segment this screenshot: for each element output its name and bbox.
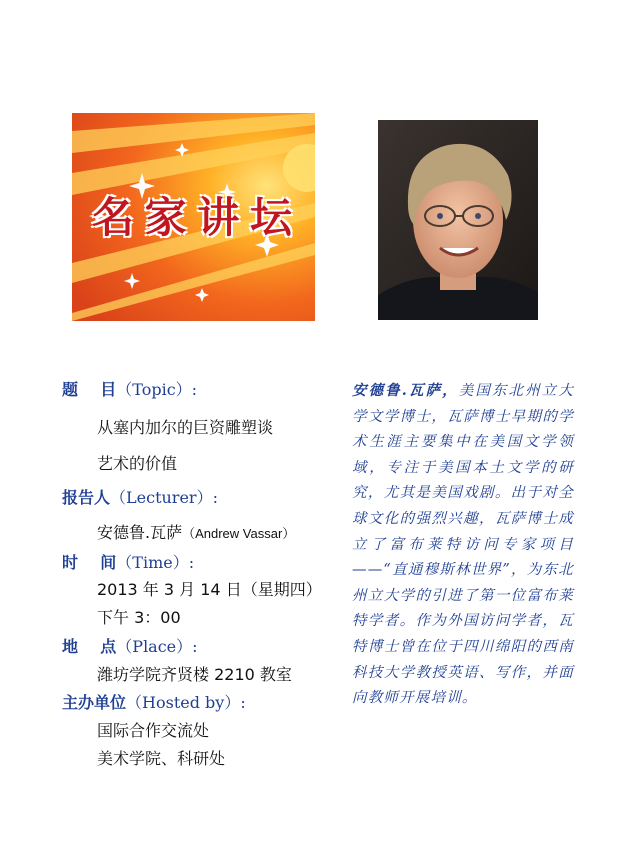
lecture-banner-image [72,113,315,321]
lecturer-label [62,488,218,508]
banner-char-2: 家 [144,193,187,242]
lecturer-label-cn: 报告人 [62,488,111,507]
topic-line-2: 艺术的价值 [97,454,178,473]
bio-text: 美国东北州立大学文学博士，瓦萨博士早期的学术生涯主要集中在美国文学领域，专注于美国本土文学的研究，尤其是美国戏剧。出于对全球文化的强烈兴趣，瓦萨博士成立了富布莱特访问专家项目——“直通穆斯林世界”，为东北州立大学的引进了第一位富布莱特学者。作为外国访问学者，瓦特博士曾在位于四川绵阳的西南科技大学教授英语、写作，并面向教师开展培训。 [352,383,574,707]
topic-label-en: （Topic）: [116,380,198,399]
time-hour: 下午 3：00 [97,608,181,627]
place-label-cn: 地 点 [62,637,117,656]
host-org-1: 国际合作交流处 [97,721,210,740]
lecturer-name-en: （Andrew Vassar） [182,526,296,541]
place-label [62,637,198,657]
place-label-en: （Place）: [116,637,198,656]
time-label-en: （Time）: [116,553,195,572]
bio-name: 安德鲁.瓦萨， [352,382,459,399]
topic-label-cn: 题 目 [62,380,117,399]
host-org-2: 美术学院、科研处 [97,749,226,768]
host-label [62,693,246,713]
lecturer-label-en: （Lecturer）: [110,488,218,507]
host-label-en: （Hosted by）: [126,693,246,712]
lecturer-biography [352,378,574,712]
banner-title [92,185,292,245]
lecturer-name [97,523,295,544]
lecturer-portrait [378,120,538,320]
time-label [62,553,194,573]
banner-char-1: 名 [92,193,135,242]
time-date: 2013 年 3 月 14 日（星期四） [97,580,322,599]
place-location: 潍坊学院齐贤楼 2210 教室 [97,665,292,684]
banner-char-3: 讲 [197,193,240,242]
topic-label [62,380,197,400]
banner-char-4: 坛 [249,193,292,242]
host-label-cn: 主办单位 [62,693,127,712]
lecturer-name-cn: 安德鲁.瓦萨 [97,523,183,542]
topic-line-1: 从塞内加尔的巨资雕塑谈 [97,418,274,437]
time-label-cn: 时 间 [62,553,117,572]
